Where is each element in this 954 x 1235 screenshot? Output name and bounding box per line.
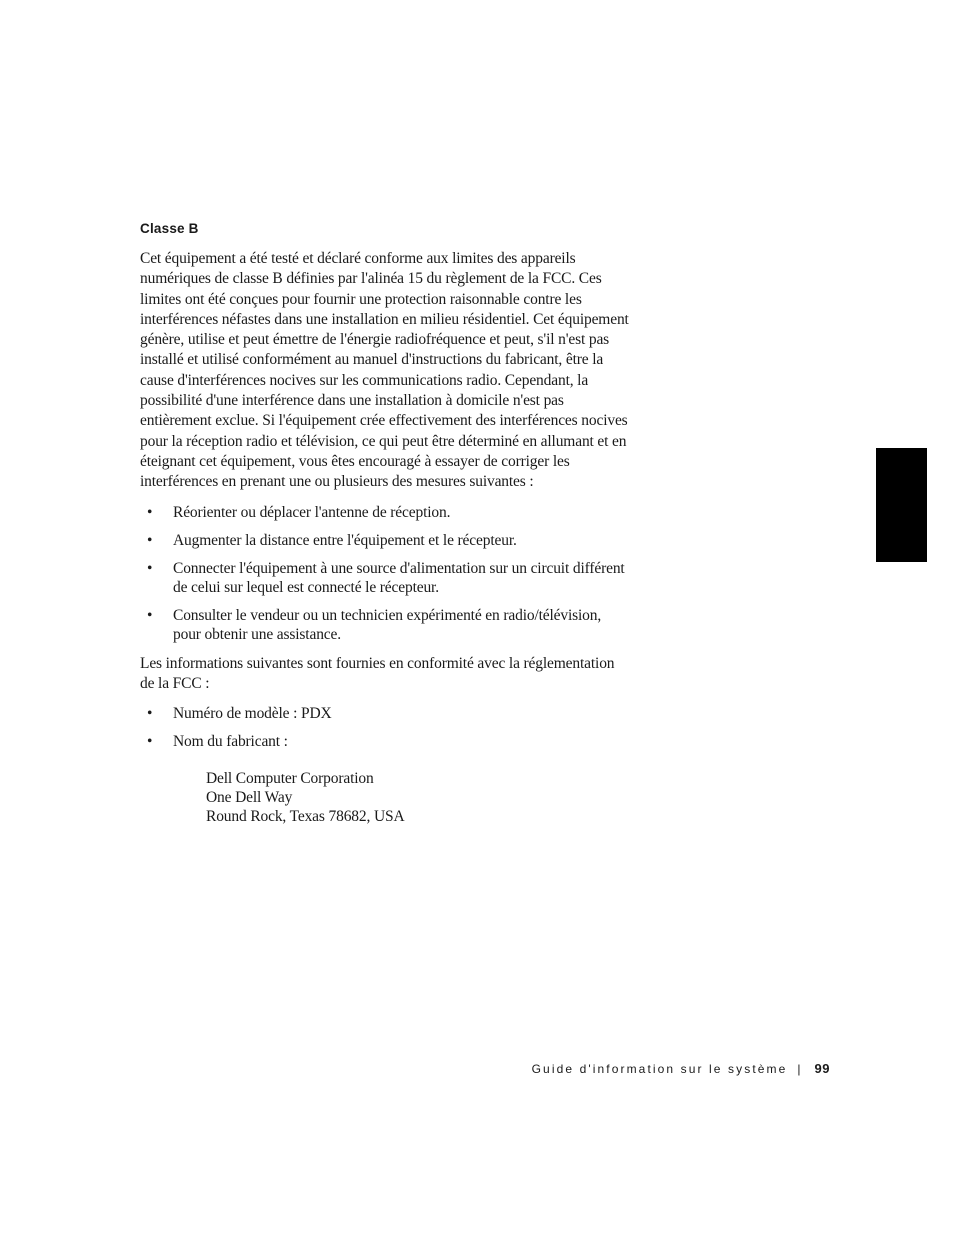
info-list <box>140 704 630 826</box>
address-line: One Dell Way <box>206 789 293 807</box>
bullet-icon: • <box>147 705 153 723</box>
bullet-icon: • <box>147 531 153 549</box>
info-paragraph: Les informations suivantes sont fournies en conformité avec la réglementation de la FCC : <box>140 654 615 692</box>
bullet-icon: • <box>147 503 153 521</box>
main-content <box>140 219 630 836</box>
section-heading: Classe B <box>140 221 199 236</box>
bullet-icon: • <box>147 733 153 751</box>
intro-paragraph: Cet équipement a été testé et déclaré conforme aux limites des appareils numériques de classe B définies par l'alinéa 15 du règlement de la FCC. Ces limites ont été conçues pour fournir une protection raisonnable contre les interférences néfastes dans une installation en milieu résidentiel. Cet équipement génère, utilise et peut émettre de l'énergie radiofréquence et peut, s'il n'est pas installé et utilisé conformément au manuel d'instructions du fabricant, être la cause d'interférences nocives sur les communications radio. Cependant, la possibilité d'une interférence dans une installation à domicile n'est pas entièrement exclue. Si l'équipement crée effectivement des interférences nocives pour la réception radio et télévision, ce qui peut être déterminé en allumant et en éteignant cet équipement, vous êtes encouragé à essayer de corriger les interférences en prenant une ou plusieurs des mesures suivantes : <box>140 250 629 491</box>
list-item <box>140 531 630 550</box>
list-item <box>140 732 630 826</box>
address-line: Dell Computer Corporation <box>206 770 374 788</box>
page-footer <box>532 1061 830 1076</box>
list-item <box>140 559 630 597</box>
footer-separator: | <box>797 1062 801 1076</box>
address-line: Round Rock, Texas 78682, USA <box>206 808 405 826</box>
page-number: 99 <box>814 1061 830 1076</box>
list-item-text: Consulter le vendeur ou un technicien expérimenté en radio/télévision, pour obtenir une assistance. <box>173 606 602 643</box>
list-item-text: Connecter l'équipement à une source d'alimentation sur un circuit différent de celui sur lequel est connecté le récepteur. <box>173 559 625 596</box>
bullet-icon: • <box>147 606 153 624</box>
list-item <box>140 503 630 522</box>
footer-guide-title: Guide d'information sur le système <box>531 1062 788 1076</box>
model-number: Numéro de modèle : PDX <box>173 705 332 723</box>
list-item <box>140 704 630 723</box>
list-item <box>140 606 630 644</box>
measures-list <box>140 503 630 644</box>
chapter-thumb-tab <box>876 448 927 562</box>
list-item-text: Réorienter ou déplacer l'antenne de réception. <box>173 503 451 521</box>
bullet-icon: • <box>147 559 153 577</box>
manufacturer-label: Nom du fabricant : <box>173 733 288 751</box>
manufacturer-address <box>206 769 630 826</box>
list-item-text: Augmenter la distance entre l'équipement et le récepteur. <box>173 531 517 549</box>
